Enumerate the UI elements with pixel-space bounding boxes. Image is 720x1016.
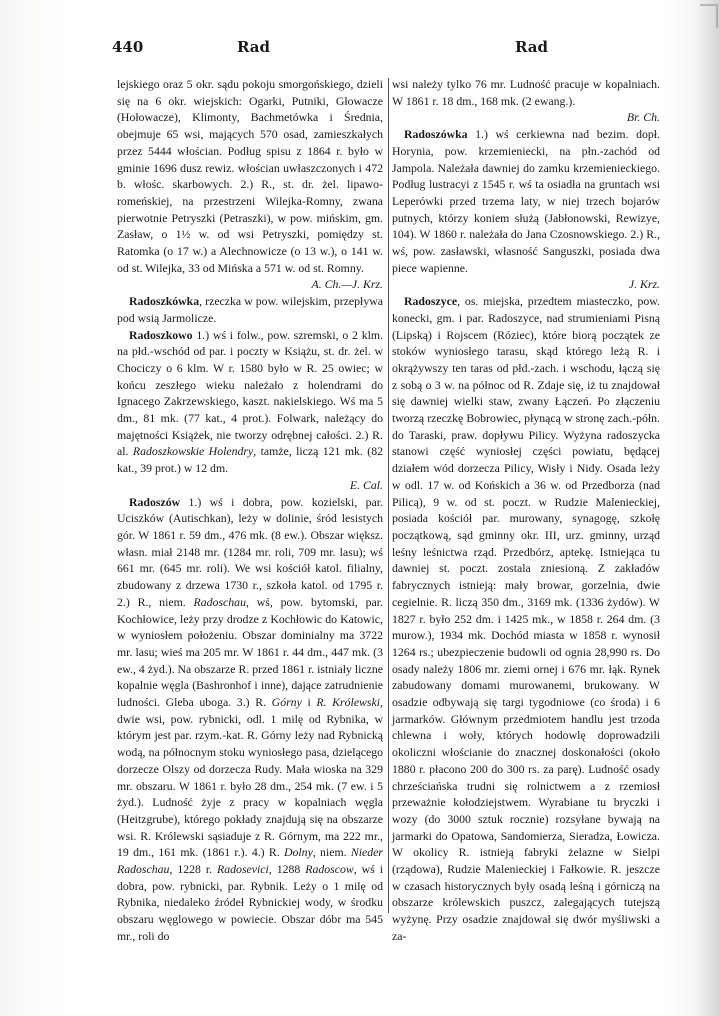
- entry-text: , 1288: [268, 862, 306, 877]
- entry-paragraph: [117, 76, 383, 293]
- entry-text: , rzeczka w pow. wilejskim, przepływa pod wsią Jarmolicze.: [117, 294, 383, 325]
- entry-text: 1.) wś i dobra, pow. kozielski, par. Uciszków (Autischkan), leży w dolinie, śród lesistych gór. W 1861 r. 59 dm., 476 mk. (8 ew.). Obszar większ. własn. miał 2148 mr. (1284 mr. roli, 709 mr. lasu); wś 661 mr. (645 mr. roli). We wsi kościół katol. filialny, zbudowany z drzewa 1730 r., szkoła katol. od 1795 r. 2.) R., niem.: [117, 494, 383, 609]
- entry-text: lejskiego oraz 5 okr. sądu pokoju smorgońskiego, dzieli się na 6 okr. wiejskich: Ogarki, Putniki, Głowacze (Hołowacze), Klimonty, Bachmetówka i Średnia, obejmuje 65 wsi, mających 570 osad, zamieszkałych przez 5444 włościan. Podług spisu z 1864 r. było w gminie 1696 dusz rewiz. włościan uwłaszczonych i 472 b. włośc. skarbowych. 2.) R., st. dr. żel. lipawo-romeńskiej, na przestrzeni Wilejka-Romny, zwana pierwotnie Petryszki (Petraszki), w pow. mińskim, gm. Zasław, o 1½ w. od wsi Petryszki, pomiędzy st. Ratomka (o 17 w.) a Alechnowicze (o 13 w.), o 141 w. od st. Wilejka, 33 od Mińska a 571 w. od st. Romny.: [117, 77, 383, 275]
- entry-text: 1.) wś i folw., pow. szremski, o 2 klm. na płd.-wschód od par. i poczty w Książu, st. dr. żel. w Chociczy o 6 klm. W r. 1580 było w R. 25 owiec; w końcu zeszłego wieku należało z holendrami do Ignacego Zakrzewskiego, kaszt. nakielskiego. Wś ma 5 dm., 81 mk. (77 kat., 4 prot.). Folwark, należący do majętności Książek, nie tworzy odrębnej całości. 2.) R. al.: [117, 327, 383, 459]
- italic-name: Nieder Radoschau: [117, 845, 383, 877]
- entry-text: , wś, pow. bytomski, par. Kochłowice, leży przy drodze z Kochłowic do Katowic, w wyniosłem położeniu. Obszar dominialny ma 3722 mr. lasu; wieś ma 205 mr. W 1861 r. 44 dm., 447 mk. (3 ew., 4 żyd.). Na obszarze R. przed 1861 r. istniały liczne kopalnie węgla (Bashronhof i inne), dające zatrudnienie ludności. Gleba uboga. 3.) R.: [117, 594, 383, 710]
- column-divider: [388, 78, 389, 913]
- italic-name: R. Królewski: [316, 695, 381, 710]
- right-text-column: [392, 76, 660, 945]
- entry-headword: Radoszów: [129, 494, 181, 509]
- left-text-column: [117, 76, 383, 945]
- entry-paragraph: [117, 327, 383, 494]
- entry-paragraph: [117, 494, 383, 945]
- entry-headword: Radoszkowo: [129, 327, 193, 342]
- entry-text: , niem.: [312, 845, 351, 860]
- entry-headword: Radoszyce: [404, 294, 458, 309]
- italic-name: Górny: [271, 695, 302, 710]
- author-signature: J. Krz.: [628, 277, 660, 292]
- entry-text: , tamże, liczą 121 mk. (82 kat., 39 prot.) w 12 dm.: [117, 444, 383, 476]
- entry-paragraph: [392, 76, 660, 126]
- page-edge-shadow: [694, 0, 720, 1016]
- author-signature: Br. Ch.: [626, 110, 660, 125]
- entry-paragraph: [392, 126, 660, 293]
- author-signature: E. Cal.: [349, 477, 383, 492]
- entry-headword: Radoszówka: [404, 127, 468, 142]
- entry-paragraph: [117, 293, 383, 326]
- entry-headword: Radoszkówka: [129, 294, 200, 309]
- entry-text: 1.) wś cerkiewna nad bezim. dopł. Horynia, pow. krzemieniecki, na płn.-zachód od Jampola. Należała dawniej do zamku krzemienieckiego. Podług lustracyi z 1545 r. wś ta osiadła na gruntach wsi Leperówki przed trzema laty, w niej trzech bojarów putnych, którzy koniem służą (Jabłonowski, Rewizye, 104). W 1860 r. należała do Jana Czosnowskiego. 2.) R., wś, pow. zasławski, własność Sanguszki, posiada dwa piece wapienne.: [392, 127, 660, 275]
- entry-text: wsi należy tylko 76 mr. Ludność pracuje w kopalniach. W 1861 r. 18 dm., 168 mk. (2 ewang.).: [392, 77, 660, 108]
- page-number: 440: [112, 38, 144, 56]
- entry-text: i: [301, 695, 317, 710]
- italic-name: Radoszkowskie Holendry: [132, 444, 254, 459]
- italic-name: Radoschau: [193, 594, 246, 609]
- entry-text: , dwie wsi, pow. rybnicki, odl. 1 milę od Rybnika, w którym jest par. rzym.-kat. R. Górny leży nad Rybnicką wodą, na północnym stoku wyniosłego pasa, dzielącego dorzecze Olszy od dorzecza Rudy. Mała wioska na 329 mr. obszaru. W 1861 r. było 28 dm., 254 mk. (7 ew. i 5 żyd.). Ludność żyje z pracy w kopalniach węgla (Heitzgrube), którego pokłady znajdują się na obszarze wsi. R. Królewski sąsiaduje z R. Górnym, ma 222 mr., 19 dm., 161 mk. (1861 r.). 4.) R.: [117, 695, 383, 860]
- entry-text: , 1228 r.: [169, 862, 218, 877]
- italic-name: Radoscow: [305, 862, 354, 877]
- entry-paragraph: [392, 293, 660, 944]
- author-signature: A. Ch.—J. Krz.: [311, 277, 383, 292]
- right-running-title: Rad: [515, 38, 549, 56]
- entry-text: , os. miejska, przedtem miasteczko, pow. konecki, gm. i par. Radoszyce, nad strumieniami Pisną (Lipską) i Rojscem (Róziec), które biorą początek ze stoków wyniosłego tarasu, skąd którego leżą R. i okrążywszy ten taras od płd.-zach. i wschodu, łączą się z sobą o 3 w. na północ od R. Zdaje się, iż tu znajdował się dawniej wielki staw, zwany Łączeń. Po złączeniu tworzą rzeczkę Bobrowiec, płynącą w stronę zach.-półn. do Taraski, praw. dopływu Pilicy. Wyżyna radoszycka stanowi część wyniosłej części powiatu, będącej działem wód dorzecza Pilicy, Wisły i Nidy. Osada leży w odl. 17 w. od Końskich a 36 w. od Przedborza (nad Pilicą), 9 w. od st. poczt. w Rudzie Malenieckiej, posiada kościół par. murowany, synagogę, szkołę początkową, sąd gminny okr. III, urz. gminny, urząd leśny leśnictwa rząd. Przedbórz, aptekę. Istniejąca tu dawniej st. poczt. zostala zniesioną. Z zakładów fabrycznych istnieją: mały browar, gorzelnia, dwie cegielnie. R. liczą 350 dm., 3169 mk. (1336 żydów). W 1827 r. było 252 dm. i 1425 mk., w 1858 r. 264 dm. (3 murow.), 1934 mk. Dochód miasta w 1858 r. wynosił 1264 rs.; ubezpieczenie budowli od ognia 28,990 rs. Do osady należy 1806 mr. ziemi ornej i 676 mr. łąk. Rynek zabudowany domami murowanemi, brukowany. W osadzie odbywają się targi tygodniowe (co środa) i 6 jarmarków. Głównym przedmiotem handlu jest trzoda chlewna i woły, których hodowlę doprowadzili okoliczni włościanie do znacznej doskonałości (około 1880 r. płacono 200 do 300 rs. za parę). Ludność osady chrześciańska trudni się rolnictwem a z rzemiosł przeważnie kołodziejstwem. Wyrabiane tu bryczki i wozy (do 3000 sztuk rocznie) rozsyłane bywają na jarmarki do Opatowa, Sandomierza, Sieradza, Łowicza. W okolicy R. istnieją fabryki żelazne w Sielpi (rządowa), Rudzie Malenieckiej i Fałkowie. R. jeszcze w czasach historycznych były osadą leśną i górniczą na obszarze królewskich puszcz, zalegających tutejszą wyżynę. Przy osadzie znajdował się dwór myśliwski a za-: [392, 294, 660, 943]
- italic-name: Radosevici: [217, 862, 269, 877]
- corner-crop-mark: [700, 4, 718, 28]
- italic-name: Dolny: [283, 845, 313, 860]
- running-header: [112, 38, 549, 60]
- entry-text: , wś i dobra, pow. rybnicki, par. Rybnik. Leży o 1 milę od Rybnika, niedaleko źródeł Rybnickiej wody, w środku obszaru węglowego w powiecie. Obszar dóbr ma 545 mr., roli do: [117, 862, 383, 943]
- left-running-title: Rad: [237, 38, 271, 56]
